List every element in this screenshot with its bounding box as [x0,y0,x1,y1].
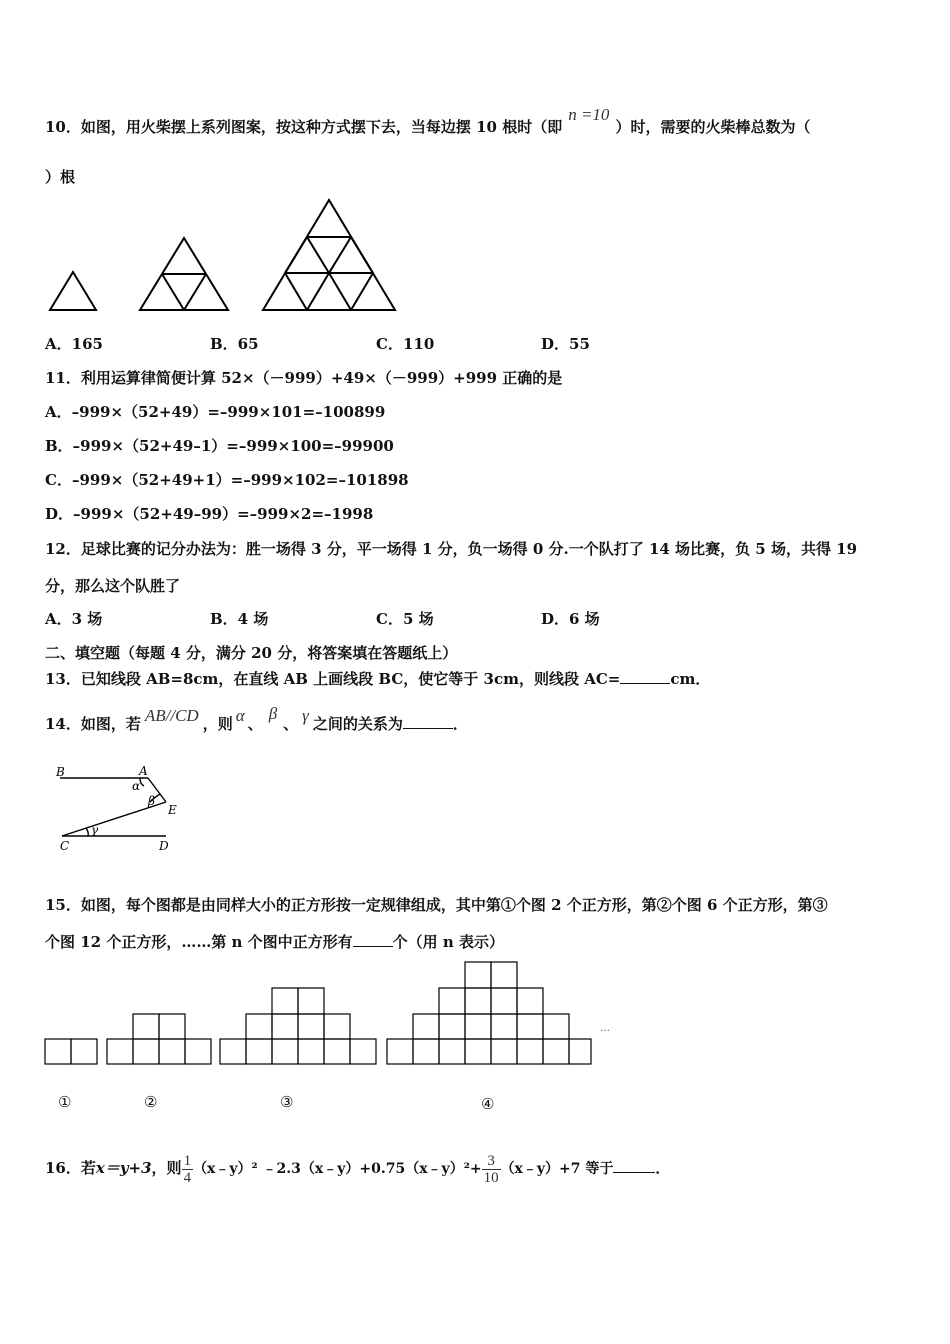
q11-option-a[interactable]: A．–999×（52+49）=–999×101=–100899 [45,403,386,421]
q15-stem-line2: 个图 12 个正方形，……第 n 个图中正方形有 个（用 n 表示） [45,933,505,951]
q10-option-a[interactable]: A．165 [45,335,103,353]
q10-option-c[interactable]: C．110 [376,335,435,353]
label-point-d: D [159,839,169,853]
q12-option-d[interactable]: D．6 场 [541,610,600,628]
label-point-a: A [139,764,148,778]
square-figure-2 [107,1014,211,1064]
label-angle-gamma: γ [91,823,99,837]
q14-stem: 14．如图，若 AB//CD ，则 α 、β、 γ 之间的关系为 ． [45,704,468,733]
q16-answer-blank[interactable] [613,1172,655,1173]
q11-stem: 11．利用运算律简便计算 52×（－999）+49×（－999）+999 正确的是 [45,369,563,387]
q11-option-d[interactable]: D．–999×（52+49–99）=–999×2=–1998 [45,505,374,523]
q12-stem-line1: 12．足球比赛的记分办法为：胜一场得 3 分，平一场得 1 分，负一场得 0 分.一个队打了 14 场比赛，负 5 场，共得 19 [45,540,858,558]
square-figure-3 [220,988,376,1064]
q14-math-parallel: AB//CD [144,706,199,725]
label-angle-beta: β [148,794,155,808]
q10-stem-line1: 10．如图，用火柴摆上系列图案，按这种方式摆下去，当每边摆 10 根时（即n =10）时，需要的火柴棒总数为（ [45,105,811,136]
q10-stem-line2: ）根 [45,168,76,186]
q14-math-alpha: α [235,706,245,725]
q15-label-2: ② [144,1093,158,1111]
q11-option-b[interactable]: B．–999×（52+49–1）=–999×100=–99900 [45,437,394,455]
label-point-b: B [56,765,65,779]
q12-option-b[interactable]: B．4 场 [210,610,269,628]
label-point-c: C [60,839,70,853]
q16-stem: 16．若x＝y+3，则 $\frac{1}{4}$ （x﹣y）² ﹣2.3（x﹣y）+0.75（x﹣y）²+ $\frac{3}{10}$ （x﹣y）+7 等于 ． [45,1152,671,1186]
label-angle-alpha: α [132,779,141,793]
label-point-e: E [168,803,177,817]
q12-option-c[interactable]: C．5 场 [376,610,434,628]
q15-label-4: ④ [481,1095,495,1113]
q14-math-gamma: γ [302,706,309,725]
q10-math-n: n =10 [568,105,610,124]
square-figure-1 [45,1039,97,1064]
q12-option-a[interactable]: A．3 场 [45,610,103,628]
q13-stem: 13．已知线段 AB=8cm，在直线 AB 上画线段 BC，使它等于 3cm，则线段 AC= cm． [45,670,711,688]
q12-stem-line2: 分，那么这个队胜了 [45,577,181,595]
square-figure-4 [387,962,591,1064]
q16-condition: x＝y+3 [95,1159,152,1177]
q16-fraction-3-10: $\frac{3}{10}$ [483,1152,499,1186]
q14-math-beta: β [268,704,278,723]
q15-label-1: ① [58,1093,72,1111]
section-2-heading: 二、填空题（每题 4 分，满分 20 分，将答案填在答题纸上） [45,644,458,662]
q11-option-c[interactable]: C．–999×（52+49+1）=–999×102=–101898 [45,471,409,489]
q16-fraction-1-4: $\frac{1}{4}$ [183,1152,192,1186]
q15-stem-line1: 15．如图，每个图都是由同样大小的正方形按一定规律组成，其中第①个图 2 个正方形，第②个图 6 个正方形，第③ [45,896,828,914]
q15-ellipsis: … [600,1023,610,1034]
q15-label-3: ③ [280,1093,294,1111]
q10-option-d[interactable]: D．55 [541,335,590,353]
q10-option-b[interactable]: B．65 [210,335,259,353]
